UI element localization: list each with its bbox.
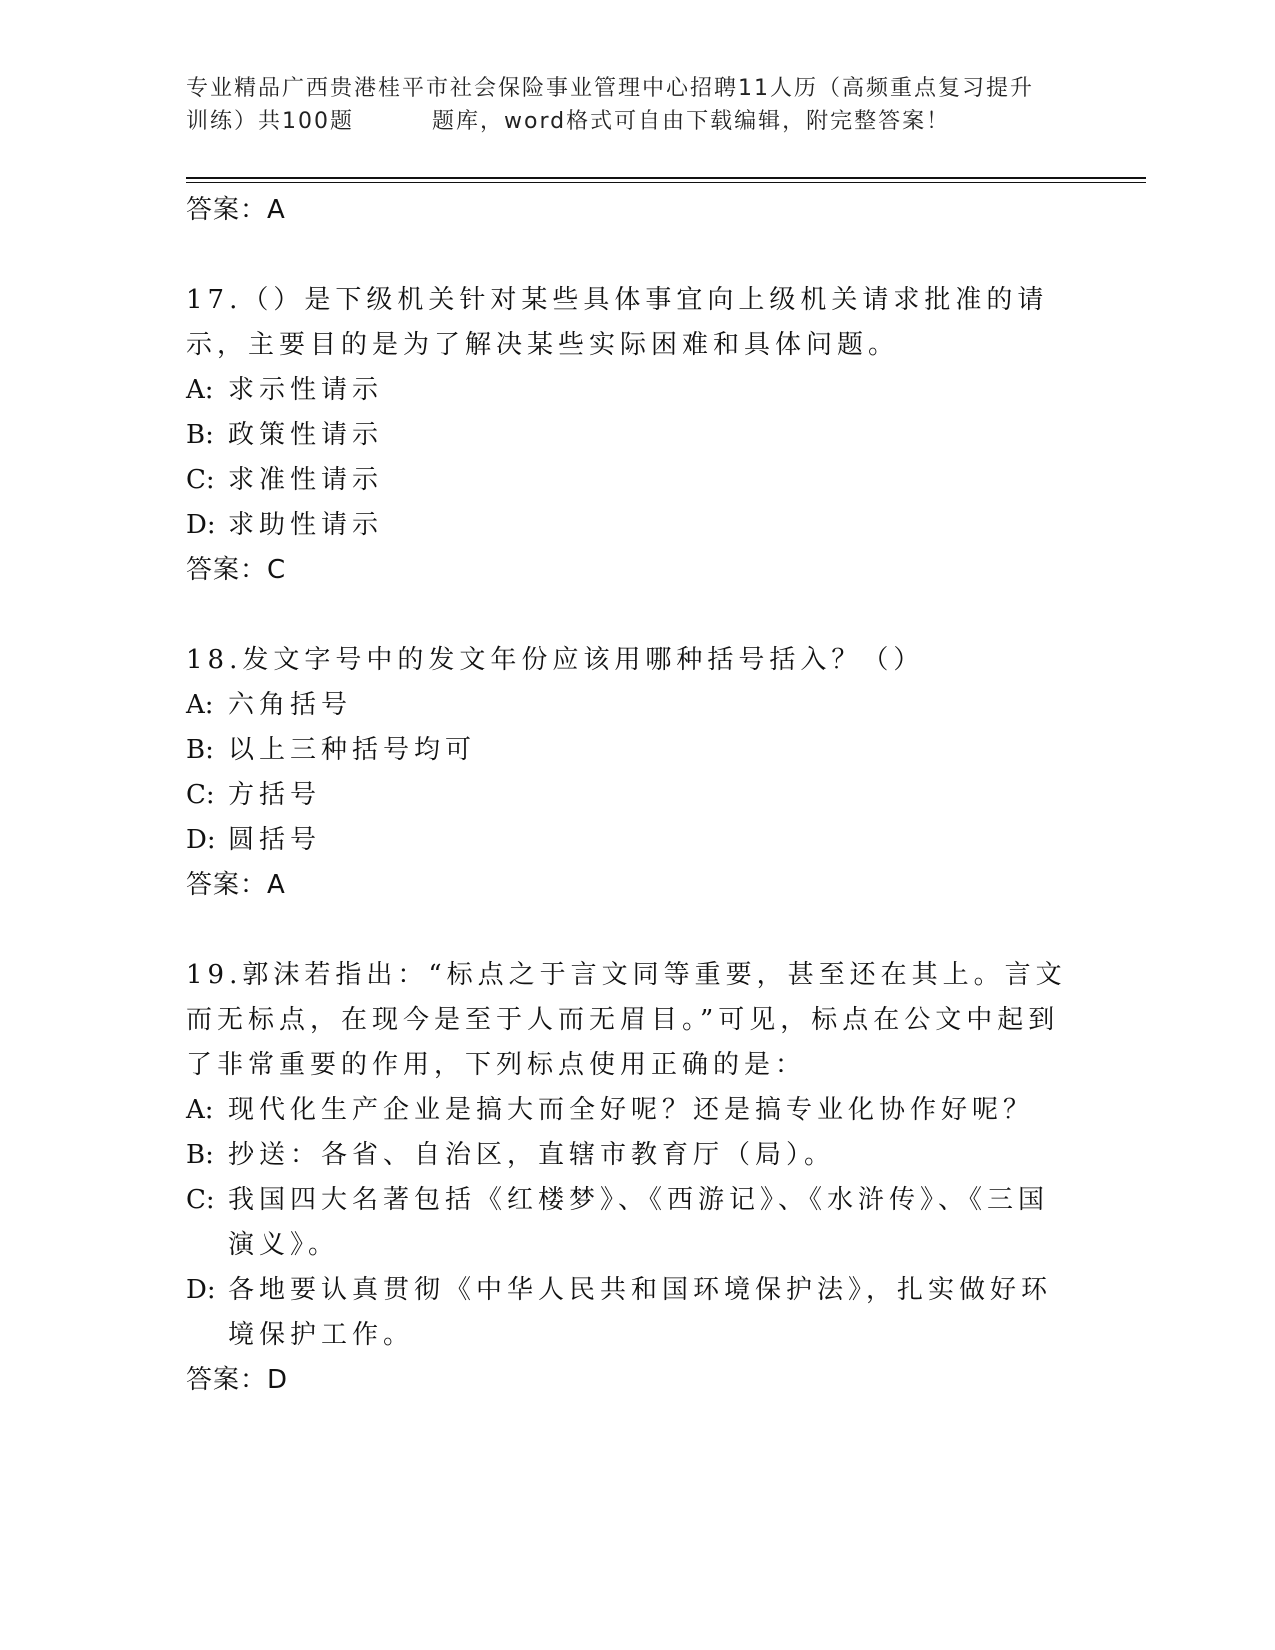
option-text: 求助性请示: [228, 510, 384, 540]
header-divider-thin: [186, 182, 1146, 183]
question-text: 19.郭沫若指出：“标点之于言文同等重要，甚至还在其上。言文而无标点，在现今是至于人而无眉目。”可见，标点在公文中起到了非常重要的作用，下列标点使用正确的是：: [186, 960, 1067, 1080]
option-d: [186, 818, 1076, 863]
option-text: 圆括号: [228, 825, 322, 855]
option-label: C:: [186, 465, 215, 495]
option-text: 以上三种括号均可: [228, 735, 477, 765]
option-text: 现代化生产企业是搞大而全好呢？还是搞专业化协作好呢？: [228, 1095, 1035, 1125]
option-text: 求示性请示: [228, 375, 384, 405]
option-text: 我国四大名著包括《红楼梦》、《西游记》、《水浒传》、《三国演义》。: [228, 1185, 1050, 1260]
answer-line: 答案：A: [186, 870, 286, 900]
option-label: B:: [186, 420, 214, 450]
option-label: A:: [186, 375, 214, 405]
option-text: 方括号: [228, 780, 322, 810]
option-text: 政策性请示: [228, 420, 384, 450]
question-text: 18.发文字号中的发文年份应该用哪种括号括入？（）: [186, 645, 925, 675]
option-label: C:: [186, 780, 215, 810]
option-c: [186, 773, 1076, 818]
option-text: 抄送：各省、自治区，直辖市教育厅（局）。: [228, 1140, 836, 1170]
question-block: [186, 953, 1076, 1403]
option-label: A:: [186, 1095, 214, 1125]
header-gap: [354, 105, 432, 138]
option-text: 各地要认真贯彻《中华人民共和国环境保护法》，扎实做好环境保护工作。: [228, 1275, 1053, 1350]
header-line-2: [186, 105, 1066, 138]
page-header: [186, 72, 1066, 138]
option-label: B:: [186, 1140, 214, 1170]
option-c: [186, 1178, 1076, 1268]
question-block: [186, 278, 1076, 593]
question-block: [186, 638, 1076, 908]
option-label: D:: [186, 825, 216, 855]
option-b: [186, 728, 1076, 773]
option-label: A:: [186, 690, 214, 720]
option-c: [186, 458, 1076, 503]
option-text: 求准性请示: [228, 465, 384, 495]
header-line-1: 专业精品广西贵港桂平市社会保险事业管理中心招聘11人历（高频重点复习提升: [186, 76, 1034, 101]
document-body: [186, 188, 1076, 1448]
option-label: C:: [186, 1185, 215, 1215]
option-d: [186, 1268, 1076, 1358]
header-line-2-part-b: 题库，word格式可自由下载编辑，附完整答案！: [432, 109, 951, 134]
option-b: [186, 413, 1076, 458]
answer-line: 答案：A: [186, 195, 286, 225]
option-label: B:: [186, 735, 214, 765]
header-divider-thick: [186, 177, 1146, 179]
option-text: 六角括号: [228, 690, 353, 720]
option-label: D:: [186, 510, 216, 540]
option-a: [186, 683, 1076, 728]
header-line-2-part-a: 训练）共100题: [186, 109, 354, 134]
option-d: [186, 503, 1076, 548]
answer-line: 答案：D: [186, 1365, 289, 1395]
option-b: [186, 1133, 1076, 1178]
option-label: D:: [186, 1275, 216, 1305]
question-text: 17.（）是下级机关针对某些具体事宜向上级机关请求批准的请示，主要目的是为了解决某些实际困难和具体问题。: [186, 285, 1049, 360]
option-a: [186, 368, 1076, 413]
option-a: [186, 1088, 1076, 1133]
answer-line: 答案：C: [186, 555, 287, 585]
